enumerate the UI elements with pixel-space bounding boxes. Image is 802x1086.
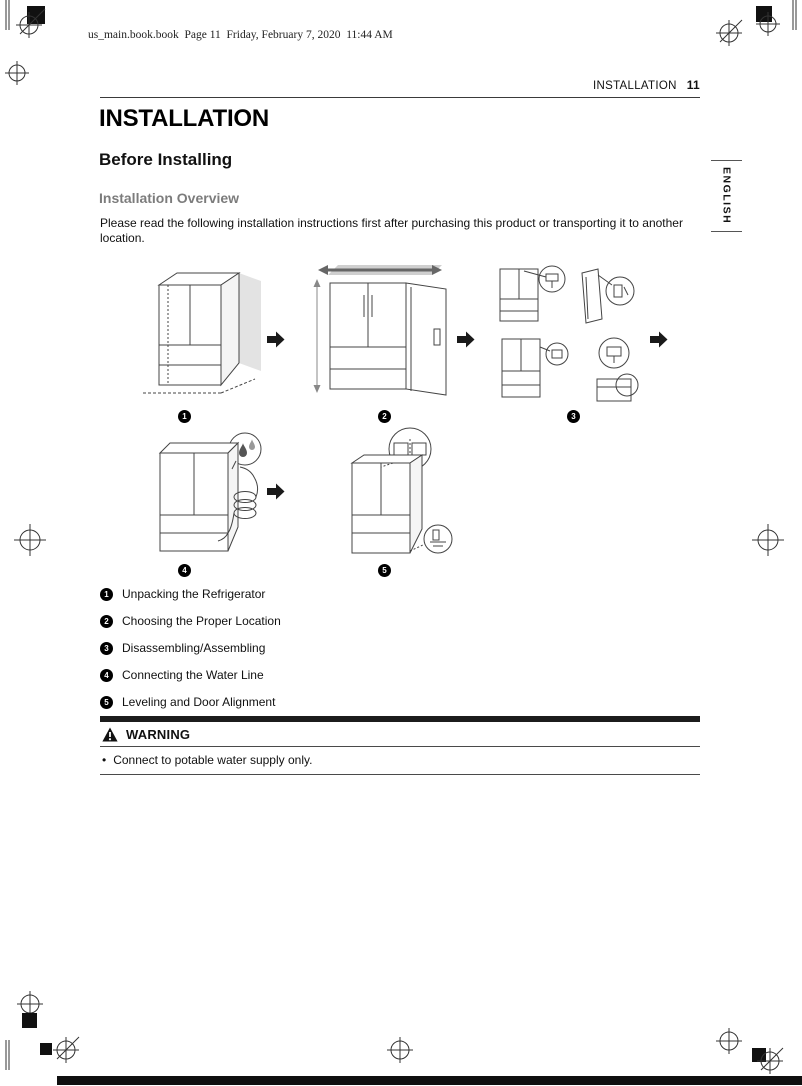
figure-step-badge: 5 — [378, 564, 391, 577]
figure-step-badge: 1 — [178, 410, 191, 423]
running-header-title: INSTALLATION — [593, 80, 677, 92]
figure-proper-location — [308, 261, 458, 409]
installation-figures — [100, 255, 700, 585]
language-tab-label: ENGLISH — [720, 167, 733, 225]
language-tab — [711, 160, 742, 232]
step-item — [100, 614, 281, 628]
step-item — [100, 587, 281, 601]
warning-triangle-icon — [102, 727, 118, 742]
figure-step-badge: 2 — [378, 410, 391, 423]
next-step-arrow-icon — [650, 331, 668, 348]
step-label: Disassembling/Assembling — [122, 641, 266, 655]
step-label: Unpacking the Refrigerator — [122, 587, 266, 601]
next-step-arrow-icon — [267, 483, 285, 500]
warning-section — [100, 716, 700, 775]
step-label: Connecting the Water Line — [122, 668, 264, 682]
bullet: • — [102, 753, 107, 767]
bottom-print-bar — [57, 1076, 802, 1085]
intro-text: Please read the following installation instructions first after purchasing this product or transporting it to another location. — [100, 216, 683, 245]
warning-header — [100, 722, 700, 746]
step-number-badge: 4 — [100, 669, 113, 682]
step-item — [100, 695, 281, 709]
section-title: Before Installing — [99, 150, 233, 169]
figure-step-badge: 4 — [178, 564, 191, 577]
step-number-badge: 1 — [100, 588, 113, 601]
warning-title: WARNING — [126, 727, 191, 742]
step-item — [100, 668, 281, 682]
page-title: INSTALLATION — [99, 105, 270, 132]
step-number-badge: 5 — [100, 696, 113, 709]
subsection-title: Installation Overview — [99, 190, 240, 206]
warning-text: Connect to potable water supply only. — [113, 753, 313, 767]
warning-item — [100, 747, 700, 774]
file-header: us_main.book.book Page 11 Friday, February 7, 2020 11:44 AM — [88, 29, 393, 41]
warning-divider — [100, 774, 700, 775]
running-header — [593, 78, 700, 92]
step-number-badge: 2 — [100, 615, 113, 628]
step-list — [100, 587, 281, 722]
next-step-arrow-icon — [267, 331, 285, 348]
figure-disassembling — [494, 261, 649, 411]
figure-water-line — [152, 431, 267, 569]
page-number: 11 — [686, 78, 700, 92]
figure-leveling — [338, 427, 463, 569]
figure-unpacking — [135, 267, 265, 407]
step-number-badge: 3 — [100, 642, 113, 655]
step-item — [100, 641, 281, 655]
step-label: Choosing the Proper Location — [122, 614, 281, 628]
header-rule — [100, 97, 700, 98]
step-label: Leveling and Door Alignment — [122, 695, 276, 709]
figure-step-badge: 3 — [567, 410, 580, 423]
next-step-arrow-icon — [457, 331, 475, 348]
